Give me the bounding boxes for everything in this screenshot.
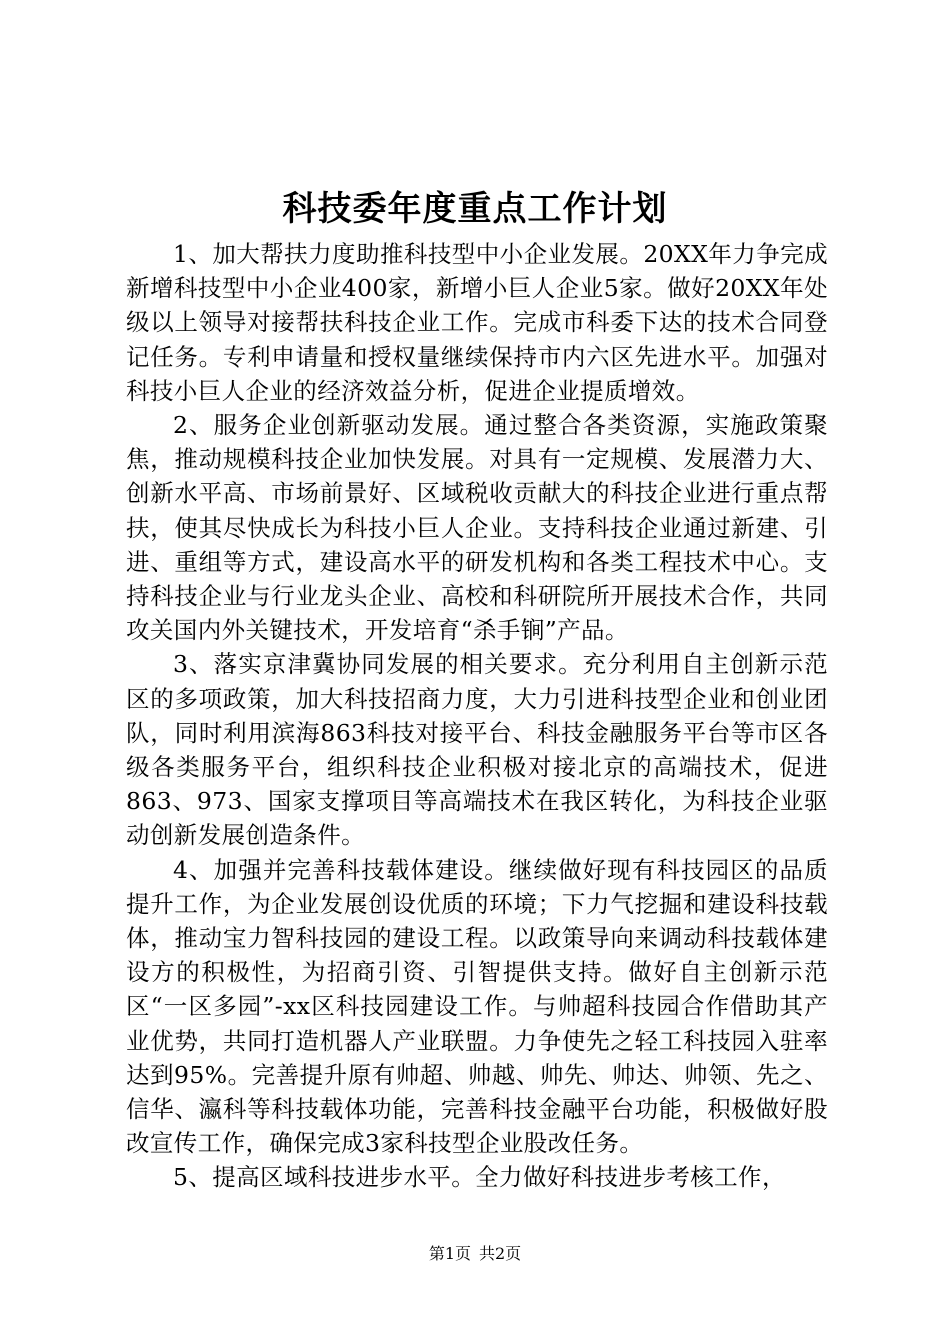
page-total: 共2页 <box>479 1244 522 1263</box>
page-number: 第1页 <box>428 1244 471 1263</box>
paragraph-3: 3、落实京津冀协同发展的相关要求。充分利用自主创新示范区的多项政策，加大科技招商力度，大力引进科技型企业和创业团队，同时利用滨海863科技对接平台、科技金融服务平台等市区各级各类服务平台，组织科技企业积极对接北京的高端技术，促进863、973、国家支撑项目等高端技术在我区转化，为科技企业驱动创新发展创造条件。 <box>126 650 828 850</box>
document-body <box>126 237 828 1195</box>
paragraph-5: 5、提高区域科技进步水平。全力做好科技进步考核工作， <box>173 1163 786 1192</box>
document-title: 科技委年度重点工作计划 <box>282 189 668 229</box>
paragraph-4: 4、加强并完善科技载体建设。继续做好现有科技园区的品质提升工作，为企业发展创设优质的环境；下力气挖掘和建设科技载体，推动宝力智科技园的建设工程。以政策导向来调动科技载体建设方的积极性，为招商引资、引智提供支持。做好自主创新示范区“一区多园”-xx区科技园建设工作。与帅超科技园合作借助其产业优势，共同打造机器人产业联盟。力争使先之轻工科技园入驻率达到95%。完善提升原有帅超、帅越、帅先、帅达、帅领、先之、信华、瀛科等科技载体功能，完善科技金融平台功能，积极做好股改宣传工作，确保完成3家科技型企业股改任务。 <box>126 855 828 1158</box>
page-footer <box>0 1243 950 1265</box>
paragraph-2: 2、服务企业创新驱动发展。通过整合各类资源，实施政策聚焦，推动规模科技企业加快发展。对具有一定规模、发展潜力大、创新水平高、市场前景好、区域税收贡献大的科技企业进行重点帮扶，使其尽快成长为科技小巨人企业。支持科技企业通过新建、引进、重组等方式，建设高水平的研发机构和各类工程技术中心。支持科技企业与行业龙头企业、高校和科研院所开展技术合作，共同攻关国内外关键技术，开发培育“杀手锏”产品。 <box>126 411 828 645</box>
paragraph-1: 1、加大帮扶力度助推科技型中小企业发展。20XX年力争完成新增科技型中小企业400家，新增小巨人企业5家。做好20XX年处级以上领导对接帮扶科技企业工作。完成市科委下达的技术合同登记任务。专利申请量和授权量继续保持市内六区先进水平。加强对科技小巨人企业的经济效益分析，促进企业提质增效。 <box>126 240 828 405</box>
